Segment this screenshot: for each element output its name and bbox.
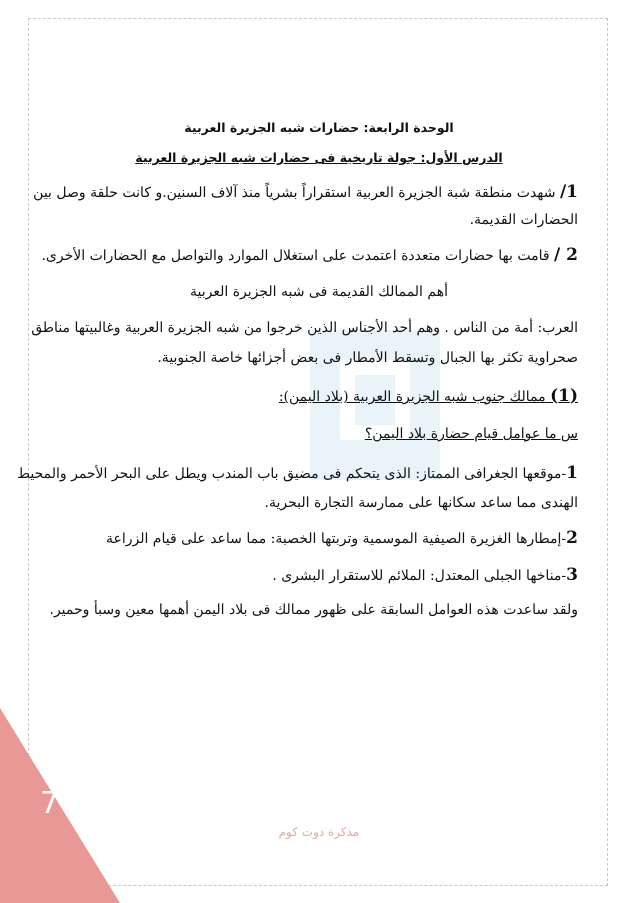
point-1	[33, 182, 578, 203]
point-text: شهدت منطقة شبة الجزيرة العربية استقراراً بشرياً منذ آلاف السنين.و كانت حلقة وصل بين	[33, 185, 556, 201]
factor-3	[60, 565, 578, 586]
point-number: 2 /	[554, 245, 578, 265]
point-text: قامت بها حضارات متعددة اعتمدت على استغلال الموارد والتواصل مع الحضارات الأخرى.	[41, 248, 550, 264]
heading-text: ممالك جنوب شبه الجزيرة العربية (بلاد اليمن):	[278, 389, 546, 405]
lesson-title: الدرس الأول: جولة تاريخية فى حضارات شبه الجزيرة العربية	[135, 150, 503, 165]
factor-text: -موقعها الجغرافى الممتاز: الذى يتحكم فى مضيق باب المندب ويطل على البحر الأحمر والمحيط	[17, 466, 567, 482]
factor-number: 2	[566, 528, 578, 548]
page-number: 77	[40, 786, 79, 821]
point-2	[41, 245, 578, 266]
arabs-definition: العرب: أمة من الناس . وهم أحد الأجناس الذين خرجوا من شبه الجزيرة العربية وغالبيتها مناطق	[31, 320, 578, 336]
footer-watermark: مذكرة دوت كوم	[278, 825, 360, 839]
factor-text: -إمطارها الغزيرة الصيفية الموسمية وتربتها الخصبة: مما ساعد على قيام الزراعة	[105, 531, 567, 547]
point-number: 1/	[559, 182, 578, 202]
factor-number: 1	[566, 463, 578, 483]
heading-number: (1)	[550, 386, 578, 406]
question: س ما عوامل قيام حضارة بلاد اليمن؟	[364, 426, 578, 442]
yemen-heading	[60, 386, 578, 407]
conclusion: ولقد ساعدت هذه العوامل السابقة على ظهور ممالك فى بلاد اليمن أهمها معين وسبأ وحمير.	[49, 602, 578, 618]
factor-number: 3	[566, 565, 578, 585]
factor-1	[17, 463, 578, 484]
unit-title: الوحدة الرابعة: حضارات شبه الجزيرة العربية	[184, 120, 454, 135]
factor-text: -مناخها الجبلى المعتدل: الملائم للاستقرار البشرى .	[272, 568, 567, 584]
section-title: أهم الممالك القديمة فى شبه الجزيرة العربية	[189, 284, 448, 300]
factor-1-continuation: الهندى مما ساعد سكانها على ممارسة التجارة البحرية.	[264, 495, 578, 511]
point-1-continuation: الحضارات القديمة.	[469, 212, 578, 228]
arabs-definition-continuation: صحراوية تكثر بها الجبال وتسقط الأمطار فى بعض أجزائها خاصة الجنوبية.	[157, 350, 578, 366]
factor-2	[60, 528, 578, 549]
